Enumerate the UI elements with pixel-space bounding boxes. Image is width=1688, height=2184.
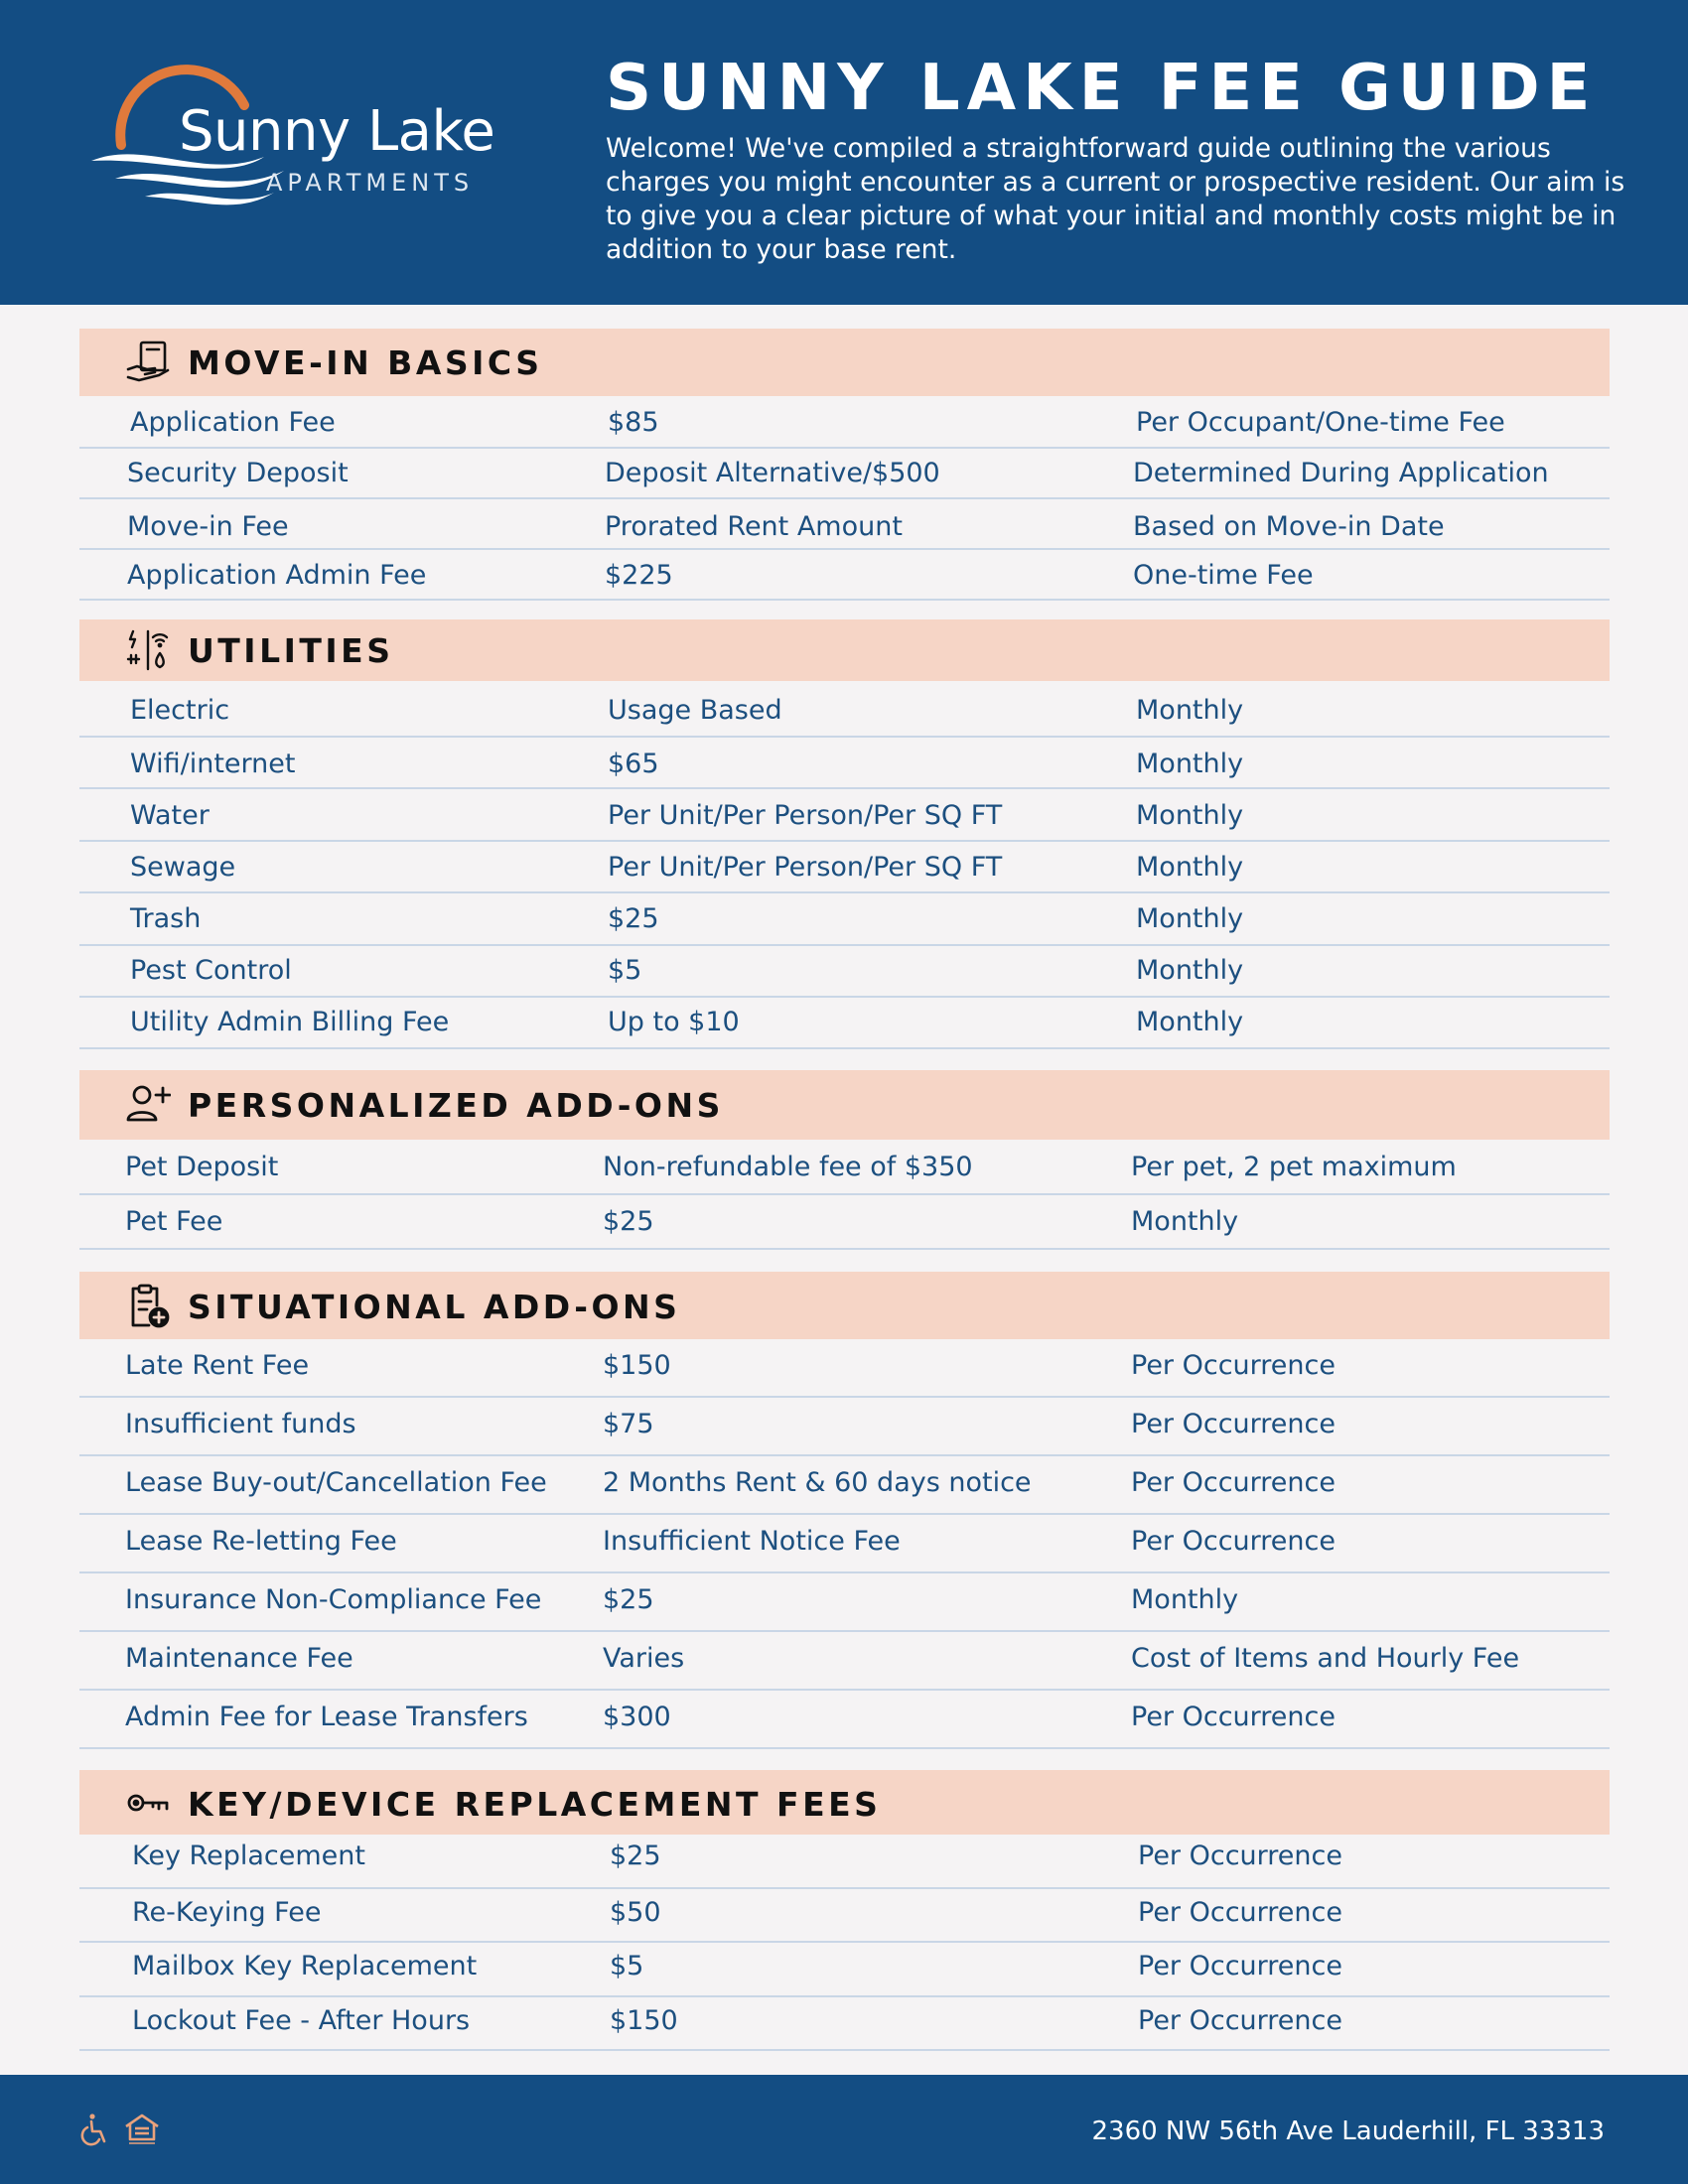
table-row (79, 1632, 1610, 1691)
table-row (79, 842, 1610, 893)
footer-address: 2360 NW 56th Ave Lauderhill, FL 33313 (1091, 2116, 1605, 2146)
fee-frequency: Per Occurrence (1131, 1526, 1336, 1557)
fee-name: Insurance Non-Compliance Fee (125, 1584, 542, 1615)
fee-name: Re-Keying Fee (132, 1897, 322, 1928)
utilities-icon (125, 627, 171, 673)
fee-amount: $50 (610, 1897, 661, 1928)
table-row (79, 1889, 1610, 1943)
fee-name: Water (130, 800, 210, 831)
fee-amount: $5 (608, 955, 642, 986)
fee-frequency: Monthly (1131, 1206, 1239, 1237)
section-title: KEY/DEVICE REPLACEMENT FEES (188, 1785, 882, 1824)
fee-name: Maintenance Fee (125, 1643, 353, 1674)
fee-amount: $25 (608, 903, 659, 934)
table-row (79, 449, 1610, 499)
fee-name: Application Admin Fee (127, 560, 427, 591)
fee-frequency: Per Occurrence (1138, 1951, 1342, 1981)
fee-name: Pet Deposit (125, 1152, 279, 1182)
fee-amount: $300 (603, 1702, 671, 1732)
table-row (79, 893, 1610, 946)
fee-amount: Varies (603, 1643, 685, 1674)
fee-name: Security Deposit (127, 458, 349, 488)
fee-amount: 2 Months Rent & 60 days notice (603, 1467, 1032, 1498)
table-row (79, 1398, 1610, 1456)
table-row (79, 1140, 1610, 1195)
fee-name: Late Rent Fee (125, 1350, 310, 1381)
table-row (79, 1456, 1610, 1515)
accessibility-icon (77, 2113, 109, 2150)
fee-frequency: Per Occurrence (1138, 2005, 1342, 2036)
table-row (79, 1997, 1610, 2051)
fee-name: Utility Admin Billing Fee (130, 1007, 450, 1037)
fee-frequency: Per Occurrence (1131, 1467, 1336, 1498)
fee-amount: Non-refundable fee of $350 (603, 1152, 973, 1182)
fee-amount: Per Unit/Per Person/Per SQ FT (608, 852, 1003, 883)
fee-name: Lease Re-letting Fee (125, 1526, 397, 1557)
fee-name: Trash (130, 903, 202, 934)
intro-paragraph: Welcome! We've compiled a straightforward guide outlining the various charges you might encounter as a current or prospective resident. Our aim is to give you a clear picture of what your initial and monthly costs might be in addition to your base rent. (606, 133, 1625, 265)
fee-amount: Insufficient Notice Fee (603, 1526, 901, 1557)
fee-name: Application Fee (130, 407, 336, 438)
table-row (79, 738, 1610, 789)
table-row (79, 396, 1610, 449)
fee-amount: Deposit Alternative/$500 (605, 458, 940, 488)
equal-housing-icon (123, 2113, 161, 2150)
fee-frequency: Determined During Application (1133, 458, 1549, 488)
section-header-move-in-basics (79, 329, 1610, 396)
fee-frequency: Per pet, 2 pet maximum (1131, 1152, 1457, 1182)
fee-name: Pet Fee (125, 1206, 223, 1237)
section-title: SITUATIONAL ADD-ONS (188, 1288, 681, 1326)
table-row (79, 946, 1610, 998)
logo-name: Sunny Lake (179, 99, 495, 164)
clipboard-hand-icon (125, 340, 171, 385)
fee-amount: $25 (610, 1841, 661, 1871)
fee-frequency: Monthly (1136, 852, 1244, 883)
fee-amount: $85 (608, 407, 659, 438)
fee-amount: $25 (603, 1584, 654, 1615)
footer (0, 2075, 1688, 2184)
table-row (79, 681, 1610, 738)
section-header-key-device-replacement-fees (79, 1770, 1610, 1835)
fee-frequency: Monthly (1136, 749, 1244, 779)
logo-subtitle: APARTMENTS (266, 169, 475, 197)
header-banner (0, 0, 1688, 305)
page-title: SUNNY LAKE FEE GUIDE (606, 52, 1598, 125)
table-row (79, 1943, 1610, 1997)
section-header-utilities (79, 619, 1610, 681)
table-row (79, 789, 1610, 842)
fee-frequency: One-time Fee (1133, 560, 1314, 591)
table-row (79, 1691, 1610, 1749)
key-icon (125, 1780, 171, 1826)
clipboard-plus-icon (125, 1284, 171, 1329)
fee-name: Mailbox Key Replacement (132, 1951, 478, 1981)
fee-amount: $150 (603, 1350, 671, 1381)
fee-amount: Prorated Rent Amount (605, 511, 903, 542)
table-row (79, 550, 1610, 601)
fee-frequency: Based on Move-in Date (1133, 511, 1445, 542)
fee-amount: Usage Based (608, 695, 782, 726)
fee-amount: $25 (603, 1206, 654, 1237)
fee-name: Electric (130, 695, 230, 726)
fee-amount: $75 (603, 1409, 654, 1439)
fee-frequency: Monthly (1136, 800, 1244, 831)
fee-name: Insufficient funds (125, 1409, 356, 1439)
table-row (79, 499, 1610, 550)
fee-amount: Per Unit/Per Person/Per SQ FT (608, 800, 1003, 831)
fee-frequency: Per Occurrence (1138, 1841, 1342, 1871)
fee-name: Lockout Fee - After Hours (132, 2005, 471, 2036)
table-row (79, 1515, 1610, 1573)
fee-name: Key Replacement (132, 1841, 365, 1871)
fee-frequency: Per Occurrence (1131, 1702, 1336, 1732)
table-row (79, 1835, 1610, 1889)
table-row (79, 1195, 1610, 1250)
fee-frequency: Per Occupant/One-time Fee (1136, 407, 1505, 438)
table-row (79, 1573, 1610, 1632)
section-title: MOVE-IN BASICS (188, 343, 543, 382)
user-plus-icon (125, 1082, 171, 1128)
fee-name: Admin Fee for Lease Transfers (125, 1702, 528, 1732)
fee-name: Pest Control (130, 955, 292, 986)
table-row (79, 1339, 1610, 1398)
fee-frequency: Per Occurrence (1131, 1409, 1336, 1439)
fee-name: Wifi/internet (130, 749, 296, 779)
fee-amount: $65 (608, 749, 659, 779)
section-title: PERSONALIZED ADD-ONS (188, 1086, 724, 1125)
fee-frequency: Monthly (1136, 903, 1244, 934)
fee-frequency: Monthly (1131, 1584, 1239, 1615)
fee-name: Lease Buy-out/Cancellation Fee (125, 1467, 547, 1498)
fee-frequency: Monthly (1136, 695, 1244, 726)
fee-frequency: Per Occurrence (1131, 1350, 1336, 1381)
fee-frequency: Per Occurrence (1138, 1897, 1342, 1928)
fee-amount: $225 (605, 560, 673, 591)
fee-frequency: Monthly (1136, 955, 1244, 986)
section-title: UTILITIES (188, 631, 394, 670)
section-header-situational-add-ons (79, 1272, 1610, 1339)
sunny-lake-logo (85, 62, 542, 220)
table-row (79, 998, 1610, 1049)
fee-amount: Up to $10 (608, 1007, 740, 1037)
fee-amount: $5 (610, 1951, 644, 1981)
fee-name: Sewage (130, 852, 236, 883)
fee-amount: $150 (610, 2005, 678, 2036)
fee-frequency: Monthly (1136, 1007, 1244, 1037)
section-header-personalized-add-ons (79, 1070, 1610, 1140)
fee-name: Move-in Fee (127, 511, 289, 542)
fee-frequency: Cost of Items and Hourly Fee (1131, 1643, 1520, 1674)
